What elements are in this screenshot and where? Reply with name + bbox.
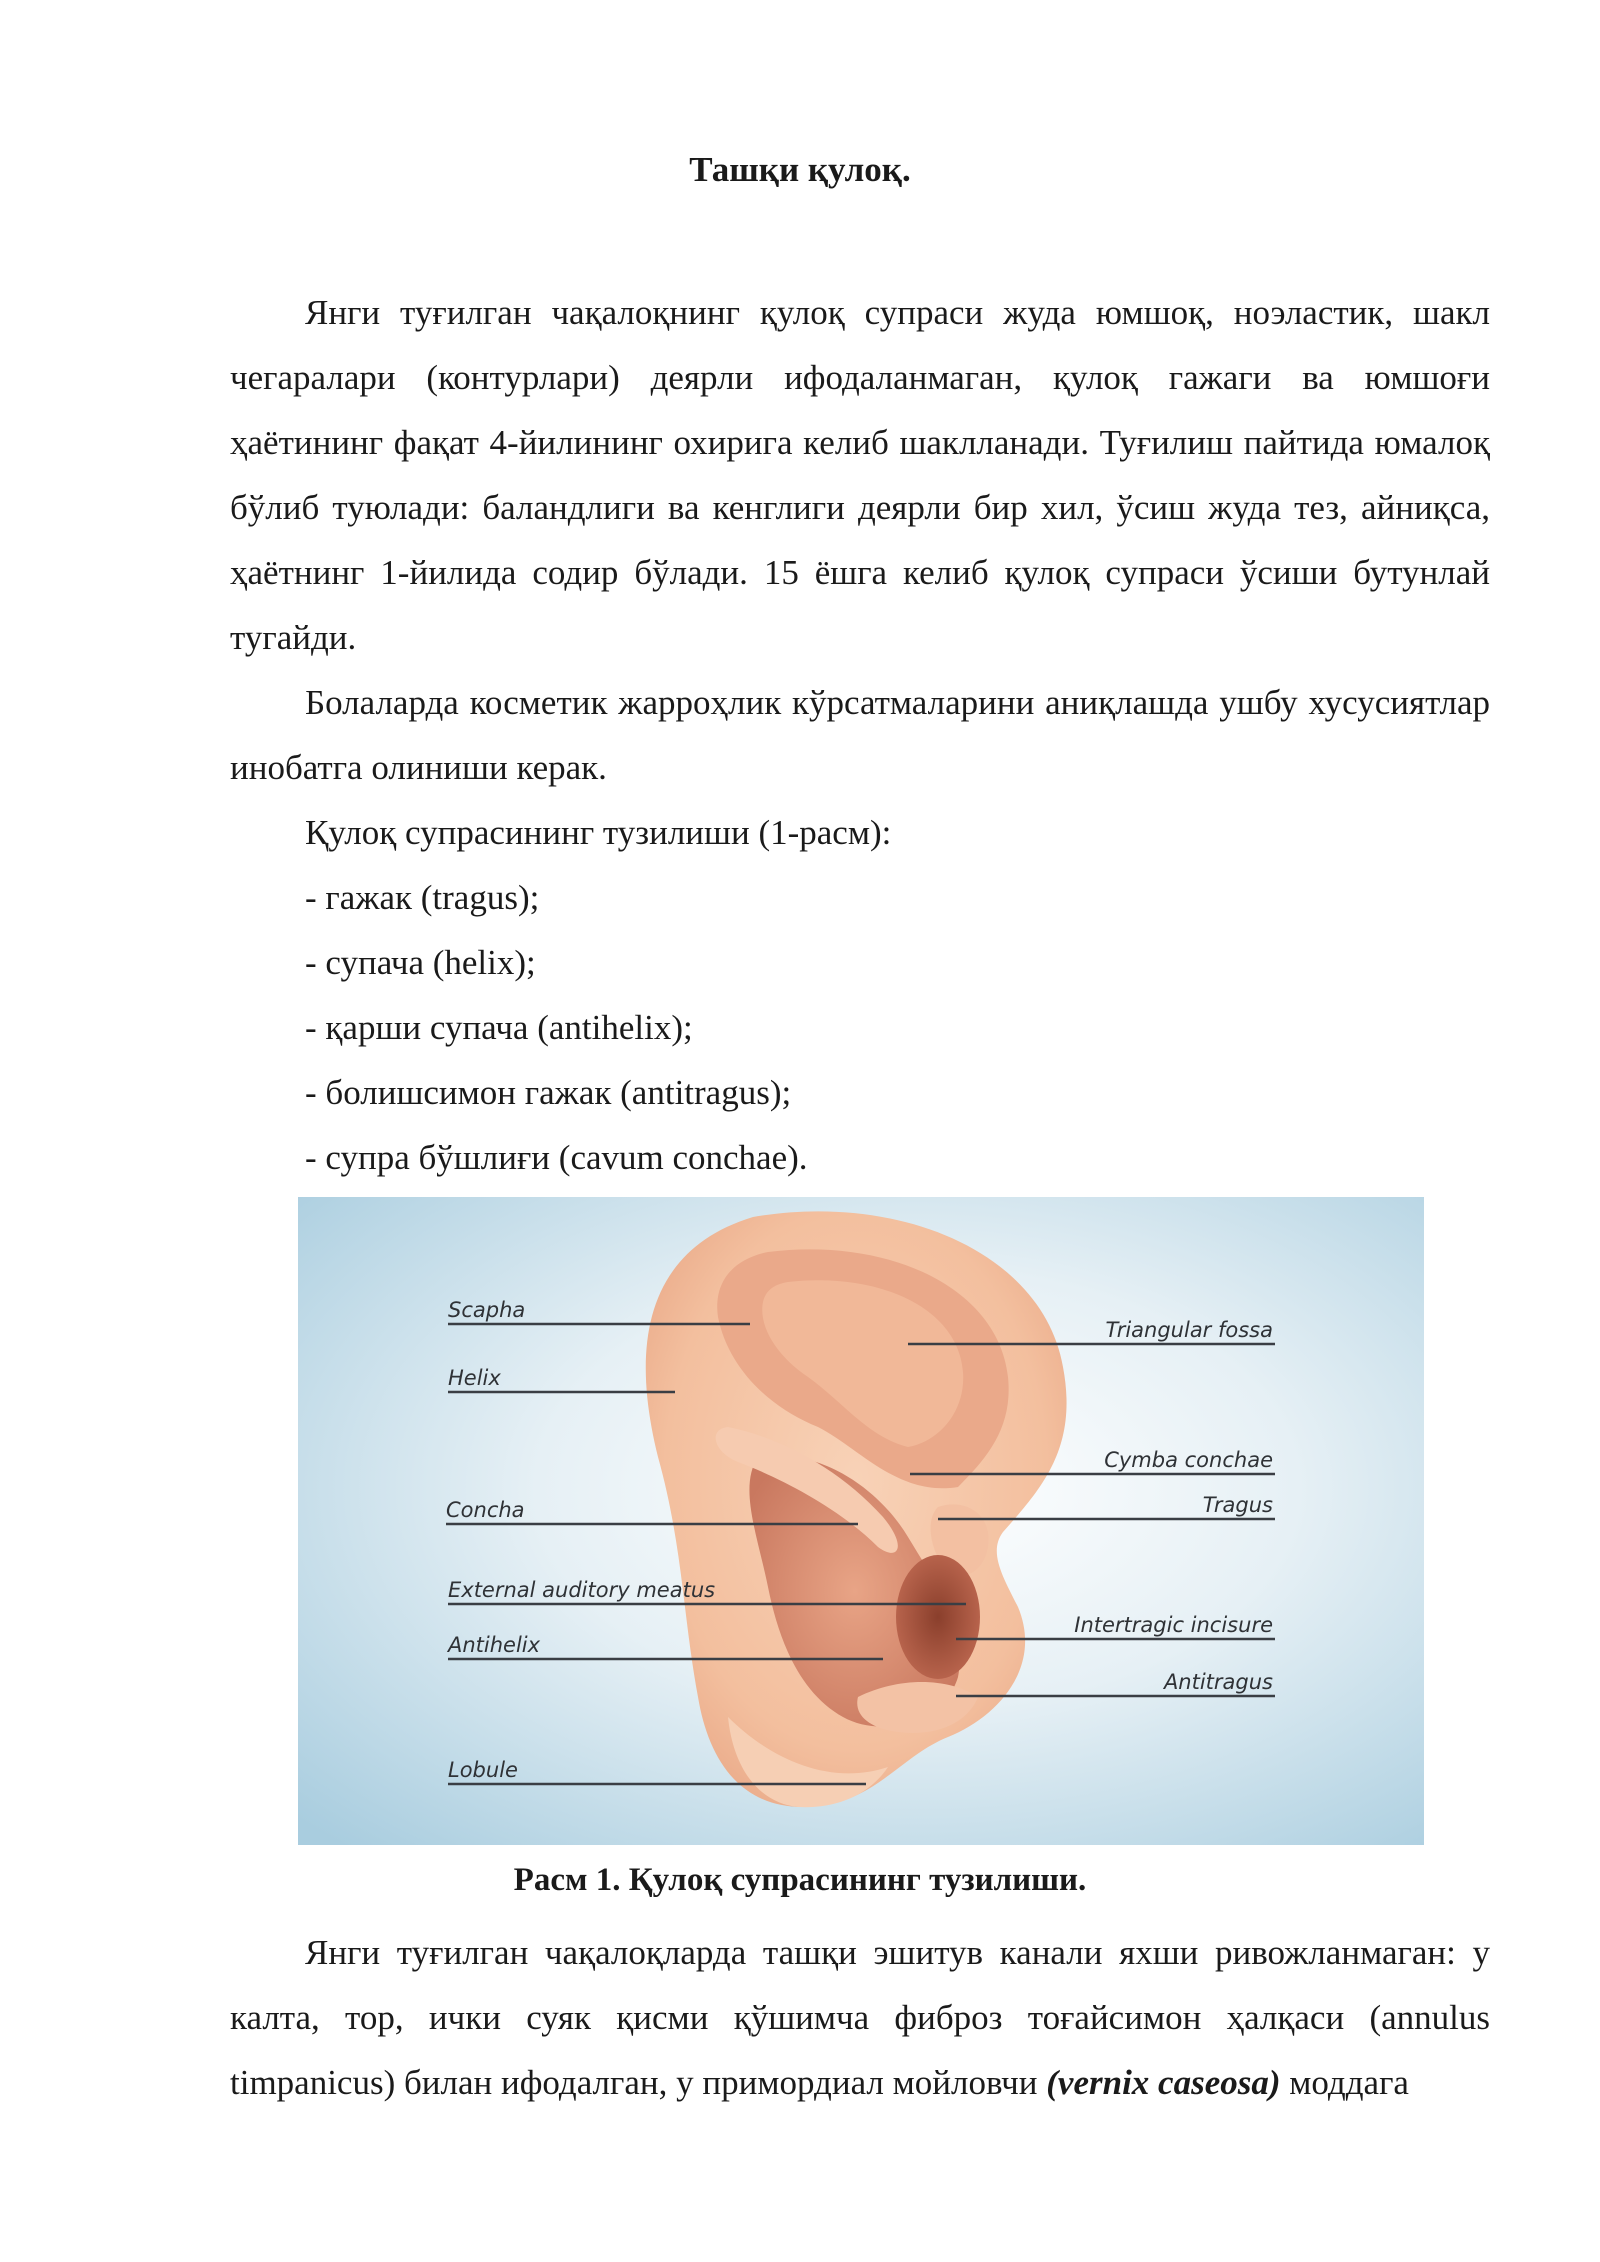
label-concha: Concha [446,1498,525,1522]
page-title: Ташқи қулоқ. [689,150,911,189]
structure-item-cavum-conchae: - супра бўшлиғи (cavum conchae). [305,1138,808,1177]
structure-intro: Қулоқ супрасининг тузилиши (1-расм): [305,813,892,852]
paragraph-newborn-auricle: Янги туғилган чақалоқнинг қулоқ супраси жуда юмшоқ, ноэластик, шакл чегаралари (контурлари) деярли ифодаланмаган, қулоқ гажаги ва юмшоғи ҳаётининг фақат 4-йилининг охирига келиб шаклланади. Туғилиш пайтида юмалоқ бўлиб туюлади: баландлиги ва кенглиги деярли бир хил, ўсиш жуда тез, айниқса, ҳаётнинг 1-йилида содир бўлади. 15 ёшга келиб қулоқ супраси ўсиши бутунлай тугайди. [230,293,1490,657]
ear-canal [896,1555,980,1679]
paragraph-text-start: Янги туғилган чақалоқларда ташқи эшитув канали яхши ривожланмаган: у калта, тор, ички суяк қисми қўшимча фиброз тоғайсимон ҳалқаси (annulus timpanicus) билан ифодалган, у примордиал мойловчи [230,1933,1490,2102]
structure-item-tragus: - гажак (tragus); [305,878,540,917]
label-lobule: Lobule [448,1758,518,1782]
ear-anatomy-figure [298,1197,1424,1845]
label-triangular-fossa: Triangular fossa [1105,1318,1273,1342]
label-scapha: Scapha [448,1298,526,1322]
label-tragus: Tragus [1202,1493,1273,1517]
label-external-auditory-meatus: External auditory meatus [448,1578,716,1602]
label-helix: Helix [448,1366,501,1390]
paragraph-text-end: моддага [1280,2063,1409,2102]
vernix-caseosa-term: (vernix caseosa) [1046,2063,1281,2102]
paragraph-external-canal [230,1920,1490,2115]
label-antihelix: Antihelix [448,1633,541,1657]
label-intertragic-incisure: Intertragic incisure [1074,1613,1273,1637]
label-antitragus: Antitragus [1163,1670,1273,1694]
structure-item-helix: - супача (helix); [305,943,536,982]
label-cymba-conchae: Cymba conchae [1104,1448,1273,1472]
structure-item-antihelix: - қарши супача (antihelix); [305,1008,693,1047]
paragraph-cosmetic-surgery: Болаларда косметик жарроҳлик кўрсатмаларини аниқлашда ушбу хусусиятлар инобатга олиниши керак. [230,683,1490,787]
figure-caption: Расм 1. Қулоқ супрасининг тузилиши. [513,1862,1087,1898]
structure-item-antitragus: - болишсимон гажак (antitragus); [305,1073,792,1112]
